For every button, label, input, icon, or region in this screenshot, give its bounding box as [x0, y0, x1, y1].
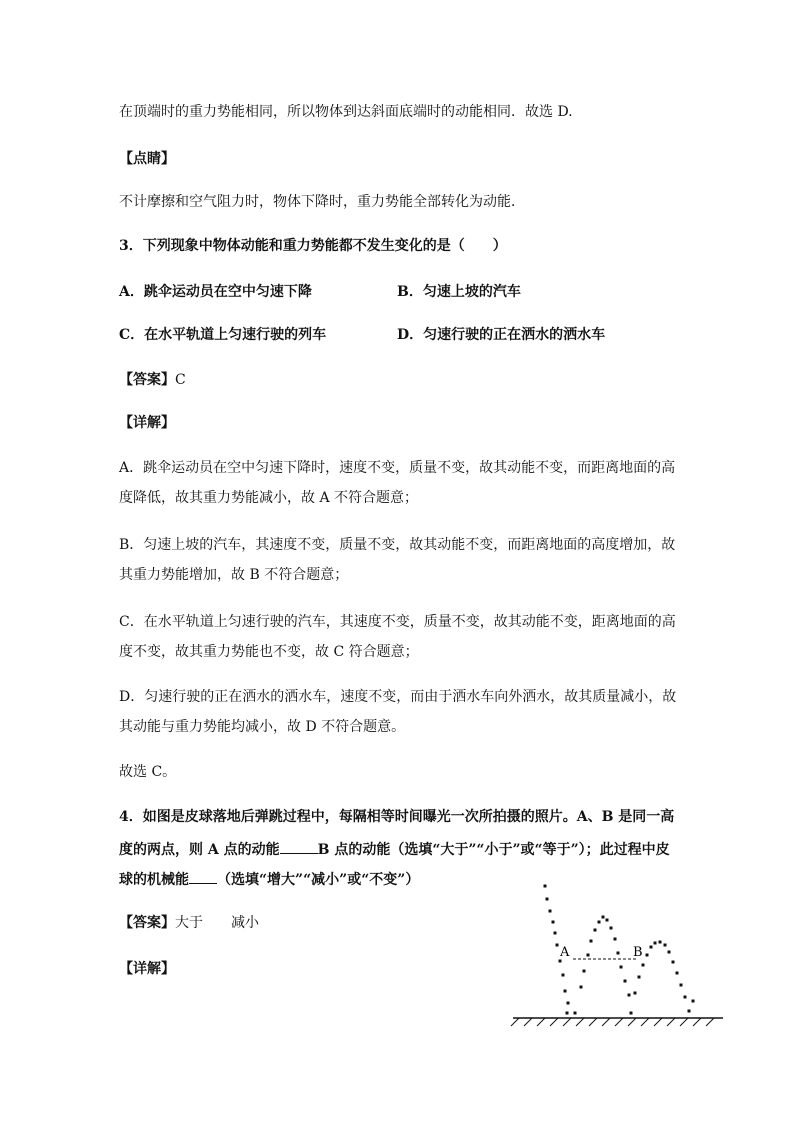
detail-tag: 【详解】: [119, 961, 175, 977]
ball-dot: [628, 994, 631, 997]
text-line: 不计摩擦和空气阻力时，物体下降时，重力势能全部转化为动能．: [119, 194, 525, 210]
text-line: 其重力势能增加，故 B 不符合题意；: [119, 567, 349, 583]
ball-dot: [676, 972, 679, 975]
label-b: B: [633, 945, 643, 960]
ball-dot: [664, 944, 667, 947]
ball-dot: [624, 980, 627, 983]
option-a-text: A．跳伞运动员在空中匀速下降: [119, 284, 312, 300]
ball-dot: [668, 951, 671, 954]
question-4-line3: [119, 869, 419, 890]
ball-dot: [590, 940, 593, 943]
ball-dot: [598, 921, 601, 924]
ball-dot: [680, 984, 683, 987]
hatch-mark: [576, 1018, 584, 1026]
ball-dot: [549, 910, 552, 913]
text-line: B．匀速上坡的汽车，其速度不变，质量不变，故其动能不变，而距离地面的高度增加，故: [119, 537, 676, 553]
text-line: 其动能与重力势能均减小，故 D 不符合题意。: [119, 719, 406, 735]
ball-dot: [583, 970, 586, 973]
ball-dot: [630, 1012, 633, 1015]
question-4-line2: [119, 839, 670, 860]
hatch-mark: [680, 1018, 688, 1026]
bouncing-ball-figure: [505, 875, 730, 1035]
q4-text: （选填“增大”“减小”或“不变”）: [217, 872, 420, 888]
section-tag-dianjing: 【点睛】: [119, 151, 175, 167]
ball-dot: [587, 954, 590, 957]
text-line: 度不变，故其重力势能也不变，故 C 符合题意；: [119, 644, 419, 660]
ball-dot: [642, 964, 645, 967]
text-line: C．在水平轨道上匀速行驶的汽车，其速度不变，质量不变，故其动能不变，距离地面的高: [119, 614, 676, 630]
ball-dot: [617, 952, 620, 955]
answer-value: C: [175, 372, 186, 388]
ball-dot: [606, 919, 609, 922]
ball-dot: [654, 942, 657, 945]
ball-dot: [672, 961, 675, 964]
answer-value-1: 大于: [175, 915, 203, 931]
text-line: D．匀速行驶的正在洒水的洒水车，速度不变，而由于洒水车向外洒水，故其质量减小，故: [119, 689, 677, 705]
ball-dot: [638, 976, 641, 979]
answer-4: [119, 913, 259, 933]
ball-dot: [580, 986, 583, 989]
conclusion: 故选 C。: [119, 764, 177, 780]
hatch-mark: [693, 1018, 701, 1026]
hatch-mark: [641, 1018, 649, 1026]
ball-dot: [692, 1000, 695, 1003]
q4-text: 球的机械能: [119, 872, 189, 888]
ball-dot: [650, 946, 653, 949]
answer-value-2: 减小: [231, 915, 259, 931]
hatch-mark: [667, 1018, 675, 1026]
ball-dot: [566, 1012, 569, 1015]
detail-tag: 【详解】: [119, 415, 175, 431]
hatch-mark: [537, 1018, 545, 1026]
ball-dot: [554, 932, 557, 935]
hatch-mark: [550, 1018, 558, 1026]
ball-dot: [659, 941, 662, 944]
q4-text: B 点的动能（选填“大于”“小于”或“等于”）；此过程中皮: [317, 842, 670, 858]
option-c: [119, 325, 606, 345]
ball-dot: [594, 929, 597, 932]
label-a: A: [560, 945, 570, 960]
ball-dot: [544, 885, 547, 888]
q4-text: 度的两点，则 A 点的动能: [119, 842, 280, 858]
fill-blank: [280, 839, 318, 854]
hatch-mark: [602, 1018, 610, 1026]
answer-3: [119, 370, 186, 390]
ball-dot: [564, 990, 567, 993]
ball-dot: [610, 927, 613, 930]
ball-dot: [684, 996, 687, 999]
question-4-line1: 4．如图是皮球落地后弹跳过程中，每隔相等时间曝光一次所拍摄的照片。A、B 是同一高: [119, 809, 675, 825]
ball-dot: [620, 966, 623, 969]
hatch-mark: [563, 1018, 571, 1026]
ball-dot: [574, 1012, 577, 1015]
hatch-mark: [615, 1018, 623, 1026]
answer-tag: 【答案】: [119, 915, 175, 931]
ball-dot: [552, 921, 555, 924]
ground-hatching: [511, 1018, 714, 1026]
option-c-text: C．在水平轨道上匀速行驶的列车: [119, 327, 327, 343]
option-b-text: B．匀速上坡的汽车: [397, 284, 521, 300]
text-line: A．跳伞运动员在空中匀速下降时，速度不变，质量不变，故其动能不变，而距离地面的高: [119, 460, 676, 476]
ball-dot: [602, 916, 605, 919]
question-3: 3．下列现象中物体动能和重力势能都不发生变化的是（ ）: [119, 238, 507, 254]
option-a: [119, 282, 521, 302]
fill-blank: [189, 869, 217, 884]
ball-dot: [567, 1002, 570, 1005]
ball-dot: [646, 954, 649, 957]
ball-dot: [562, 974, 565, 977]
ball-dot: [546, 898, 549, 901]
hatch-mark: [706, 1018, 714, 1026]
ball-dot: [614, 938, 617, 941]
hatch-mark: [589, 1018, 597, 1026]
ball-dot: [688, 1010, 691, 1013]
hatch-mark: [524, 1018, 532, 1026]
option-d-text: D．匀速行驶的正在洒水的洒水车: [397, 327, 606, 343]
ball-dot: [556, 944, 559, 947]
hatch-mark: [654, 1018, 662, 1026]
answer-tag: 【答案】: [119, 372, 175, 388]
hatch-mark: [628, 1018, 636, 1026]
text-line: 在顶端时的重力势能相同，所以物体到达斜面底端时的动能相同．故选 D.: [119, 104, 573, 120]
text-line: 度降低，故其重力势能减小，故 A 不符合题意；: [119, 490, 419, 506]
ball-dot: [634, 992, 637, 995]
hatch-mark: [511, 1018, 519, 1026]
